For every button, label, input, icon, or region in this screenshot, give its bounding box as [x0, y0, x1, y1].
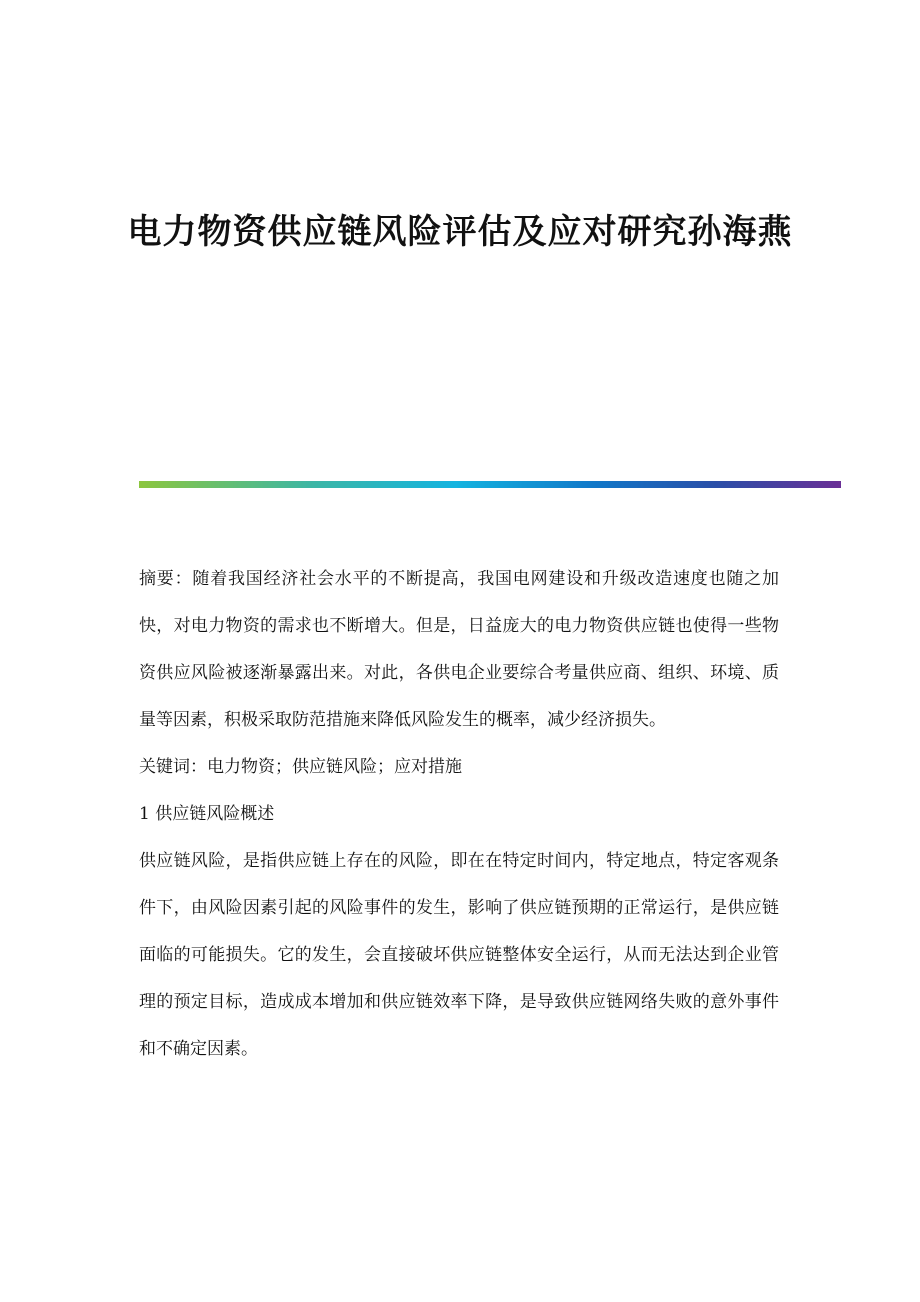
gradient-divider: [139, 481, 841, 488]
keywords-line: 关键词：电力物资；供应链风险；应对措施: [139, 757, 462, 777]
abstract-paragraph: 摘要：随着我国经济社会水平的不断提高，我国电网建设和升级改造速度也随之加快，对电力物资的需求也不断增大。但是，日益庞大的电力物资供应链也使得一些物资供应风险被逐渐暴露出来。对此，各供电企业要综合考量供应商、组织、环境、质量等因素，积极采取防范措施来降低风险发生的概率，减少经济损失。: [139, 569, 779, 730]
document-body: [139, 556, 779, 1073]
section-heading: 1 供应链风险概述: [139, 804, 275, 824]
document-title: 电力物资供应链风险评估及应对研究孙海燕: [127, 212, 793, 252]
section-paragraph: 供应链风险，是指供应链上存在的风险，即在在特定时间内，特定地点，特定客观条件下，由风险因素引起的风险事件的发生，影响了供应链预期的正常运行，是供应链面临的可能损失。它的发生，会直接破坏供应链整体安全运行，从而无法达到企业管理的预定目标，造成成本增加和供应链效率下降，是导致供应链网络失败的意外事件和不确定因素。: [139, 851, 779, 1059]
